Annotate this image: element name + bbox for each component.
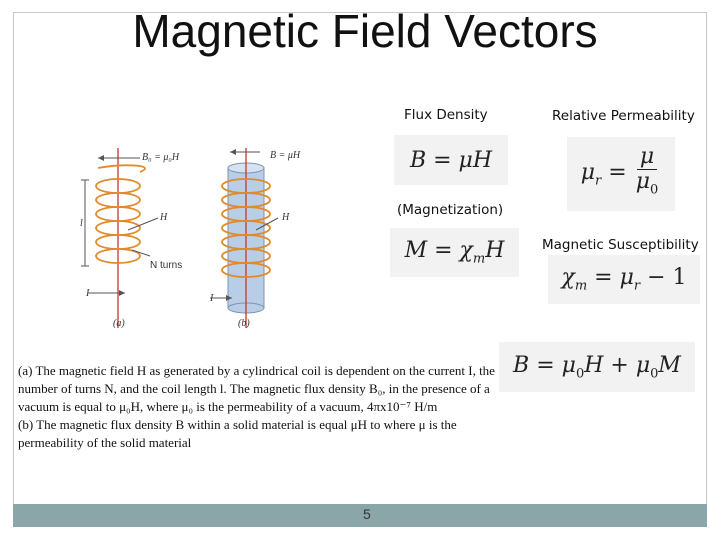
caption-part-a: (a) The magnetic field H as generated by a cylindrical coil is dependent on the current I, the number of turns N, and the coil length l. The magnetic flux density B₀, in the presence of a vacuum is equal to μ₀H, where μ₀ is the permeability of a vacuum, 4πx10⁻⁷ H/m (18, 363, 495, 414)
fig-label-i-a: I (86, 288, 90, 299)
flux-density-label: Flux Density (404, 107, 488, 123)
fig-label-h-b: H (282, 212, 290, 223)
fig-label-a: (a) (113, 318, 125, 329)
coil-a (81, 148, 158, 328)
magnetization-label: (Magnetization) (397, 202, 504, 218)
fig-right-eq: B = μH (270, 150, 301, 161)
magnetic-susceptibility-label: Magnetic Susceptibility (542, 237, 699, 253)
caption-part-b: (b) The magnetic flux density B within a solid material is equal μH to where μ is the permeability of the solid material (18, 417, 457, 450)
coil-b (210, 148, 278, 328)
relative-permeability-equation: $\mu_r$ = $\frac{\mu}{\mu_0}$ (567, 137, 675, 211)
solenoid-figure (80, 138, 370, 338)
figure-caption (18, 362, 498, 452)
fig-left-eq: B₀ = μ₀H (142, 152, 180, 163)
slide-title: Magnetic Field Vectors (132, 5, 598, 57)
footer-bar (13, 504, 707, 527)
magnetization-equation: $M = \chi_mH$ (390, 228, 519, 277)
magnetic-susceptibility-equation: $\chi_m = \mu_r - 1$ (548, 255, 700, 304)
fig-label-n-turns: N turns (150, 260, 183, 271)
fig-label-b: (b) (238, 318, 250, 329)
relative-permeability-label: Relative Permeability (552, 108, 695, 124)
fig-label-h-a: H (160, 212, 168, 223)
total-flux-equation: $B = \mu_0H + \mu_0M$ (499, 342, 695, 392)
page-number: 5 (363, 506, 371, 522)
fig-label-i-b: I (210, 293, 214, 304)
flux-density-equation: B = μH (394, 135, 508, 185)
fig-label-l: l (80, 218, 83, 229)
